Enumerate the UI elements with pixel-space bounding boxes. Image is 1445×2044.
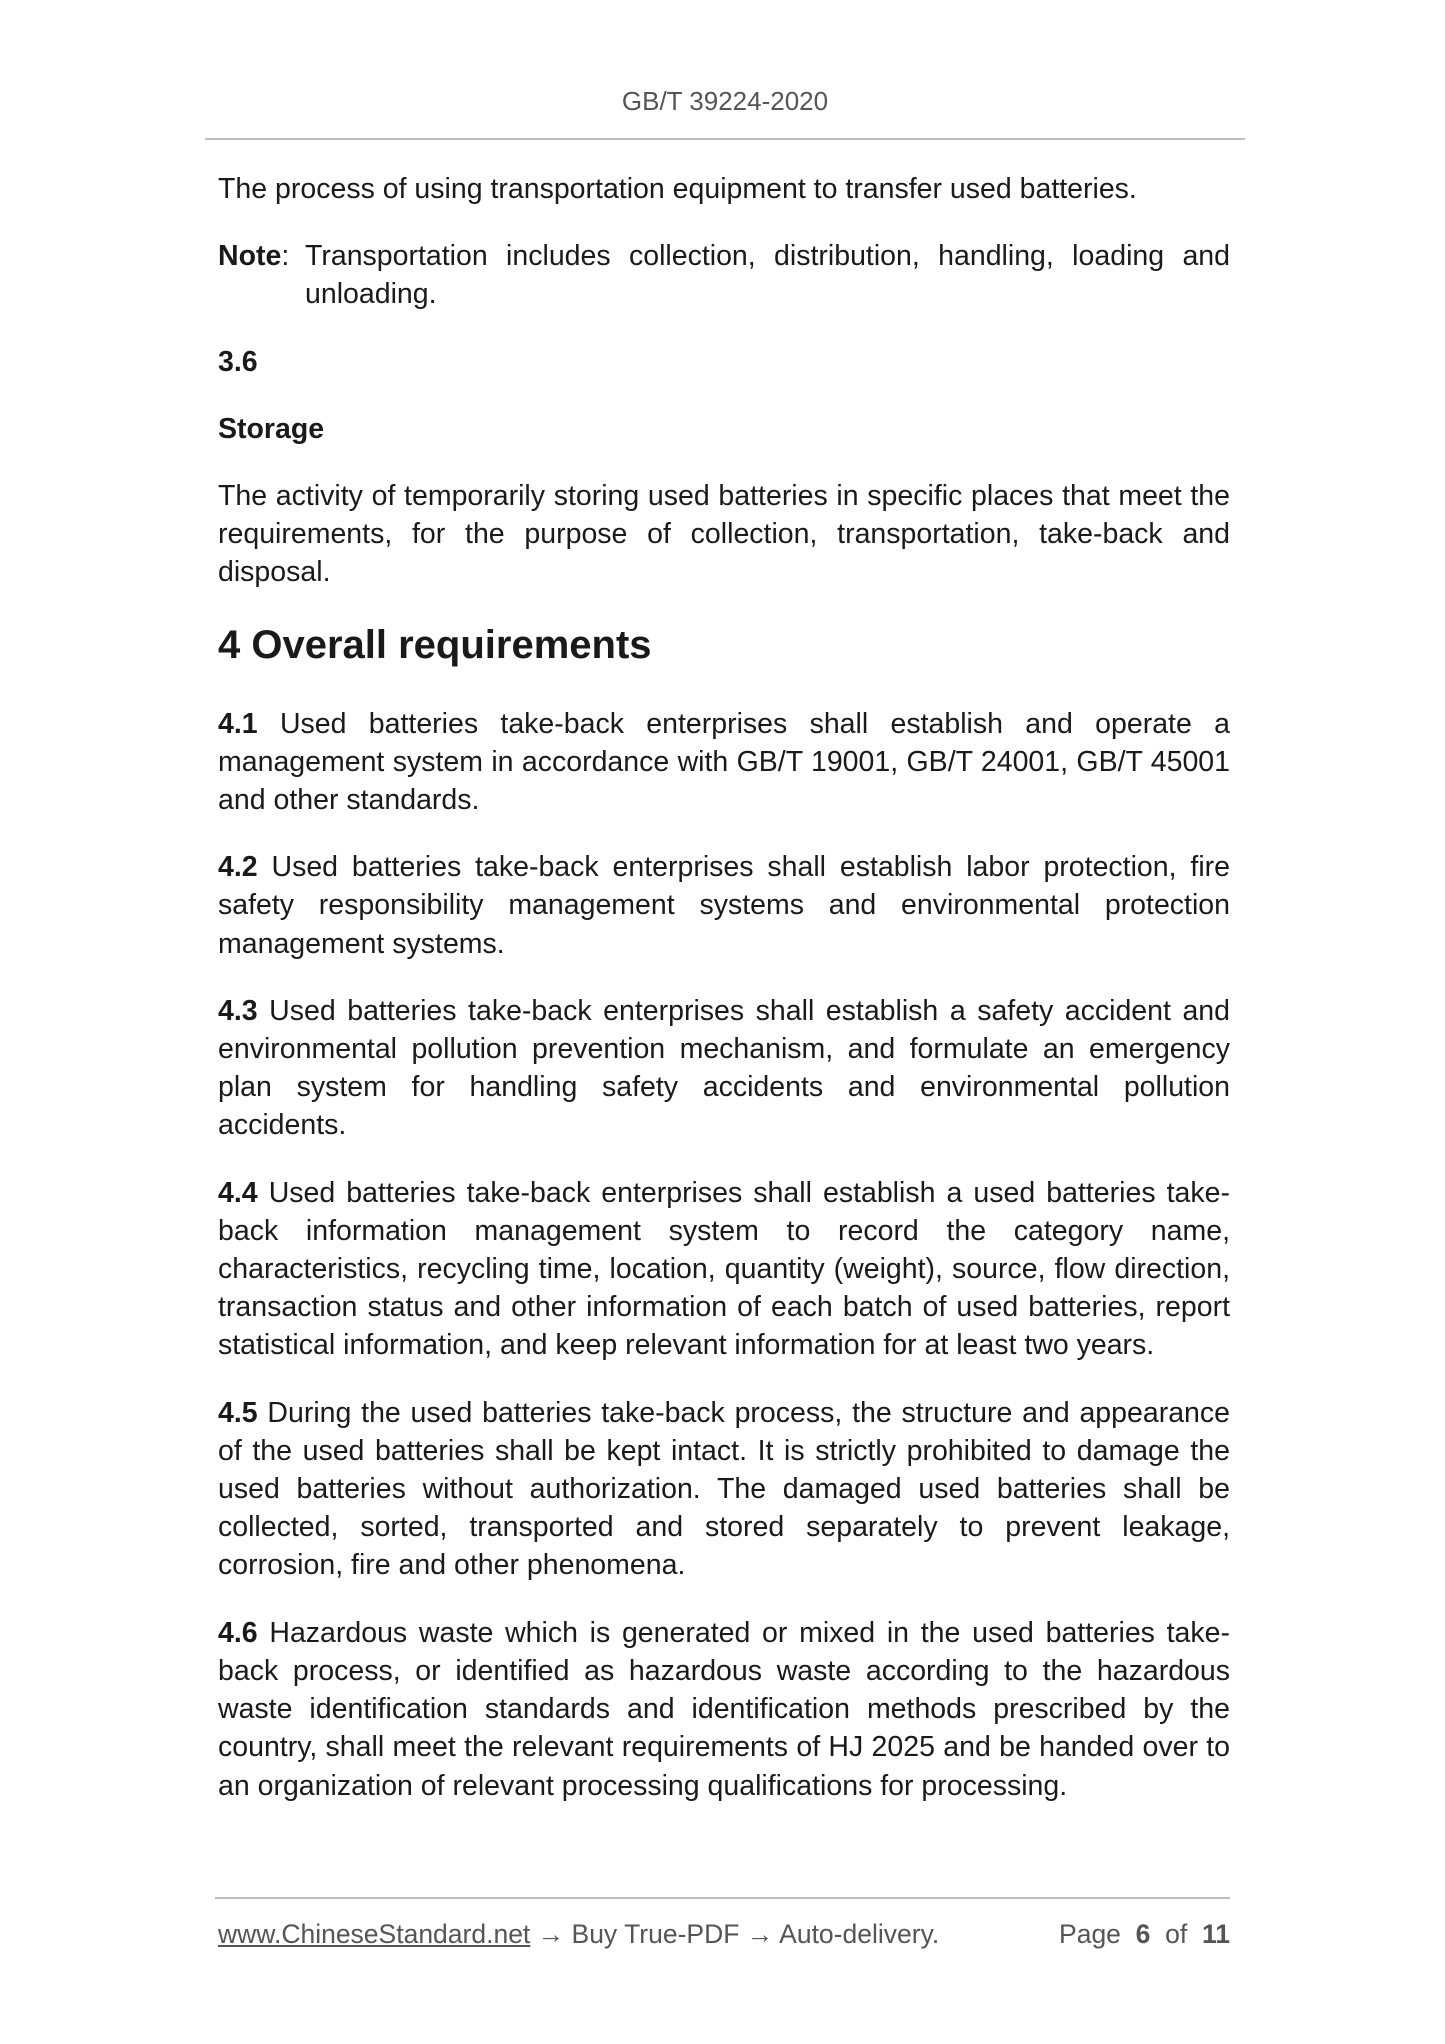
note-label-text: Note	[218, 240, 282, 273]
header-divider	[205, 138, 1245, 140]
current-page: 6	[1135, 1919, 1151, 1949]
clause-text: Used batteries take-back enterprises shall establish a safety accident and environmental pollution prevention mechanism, and formulate an emergency plan system for handling safety accidents and environmental pollution accidents.	[218, 994, 1230, 1142]
clause-number: 4.6	[218, 1616, 258, 1649]
page-footer	[218, 1919, 1230, 1950]
of-word: of	[1165, 1919, 1188, 1949]
clause-text: During the used batteries take-back process, the structure and appearance of the used batteries shall be kept intact. It is strictly prohibited to damage the used batteries without authorization. The damaged used batteries shall be collected, sorted, transported and stored separately to prevent leakage, corrosion, fire and other phenomena.	[218, 1396, 1231, 1582]
footer-divider	[215, 1897, 1230, 1899]
term-definition-storage: The activity of temporarily storing used batteries in specific places that meet the requirements, for the purpose of collection, transportation, take-back and disposal.	[218, 480, 1230, 589]
page-word: Page	[1059, 1919, 1121, 1949]
document-header: GB/T 39224-2020	[621, 86, 829, 116]
clause-number: 4.4	[218, 1176, 258, 1209]
term-number: 3.6	[218, 345, 258, 378]
clause-4-6	[218, 1614, 1230, 1805]
note-block	[218, 237, 1230, 313]
term-definition-transportation: The process of using transportation equipment to transfer used batteries.	[218, 173, 1137, 205]
clause-text: Used batteries take-back enterprises shall establish a used batteries take-back information management system to record the category name, characteristics, recycling time, location, quantity (weight), source, flow direction, transaction status and other information of each batch of used batteries, report statistical information, and keep relevant information for at least two years.	[218, 1176, 1230, 1362]
clause-number: 4.1	[218, 707, 258, 740]
section-heading: 4 Overall requirements	[218, 622, 652, 667]
clause-number: 4.5	[218, 1396, 258, 1429]
clause-text: Used batteries take-back enterprises shall establish labor protection, fire safety responsibility management systems and environmental protection management systems.	[218, 851, 1230, 960]
clause-text: Used batteries take-back enterprises shall establish and operate a management system in accordance with GB/T 19001, GB/T 24001, GB/T 45001 and other standards.	[218, 707, 1230, 817]
page-number	[1059, 1919, 1230, 1950]
clause-4-3	[218, 992, 1230, 1145]
website-link[interactable]: www.ChineseStandard.net	[218, 1919, 531, 1949]
note-text: Transportation includes collection, distribution, handling, loading and unloading.	[305, 240, 1230, 311]
clause-text: Hazardous waste which is generated or mixed in the used batteries take-back process, or identified as hazardous waste according to the hazardous waste identification standards and identification methods prescribed by the country, shall meet the relevant requirements of HJ 2025 and be handed over to an organization of relevant processing qualifications for processing.	[218, 1616, 1231, 1802]
clause-4-2	[218, 848, 1230, 963]
total-pages: 11	[1201, 1919, 1230, 1949]
clause-4-1	[218, 705, 1230, 820]
clause-number: 4.3	[218, 994, 258, 1027]
footer-promo-text: → Buy True-PDF → Auto-delivery.	[530, 1919, 940, 1949]
clause-4-5	[218, 1394, 1230, 1585]
note-colon: :	[281, 240, 290, 273]
clause-number: 4.2	[218, 851, 258, 884]
page-body	[218, 170, 1230, 1834]
clause-4-4	[218, 1174, 1230, 1365]
term-name: Storage	[218, 412, 325, 445]
note-label	[218, 237, 305, 313]
